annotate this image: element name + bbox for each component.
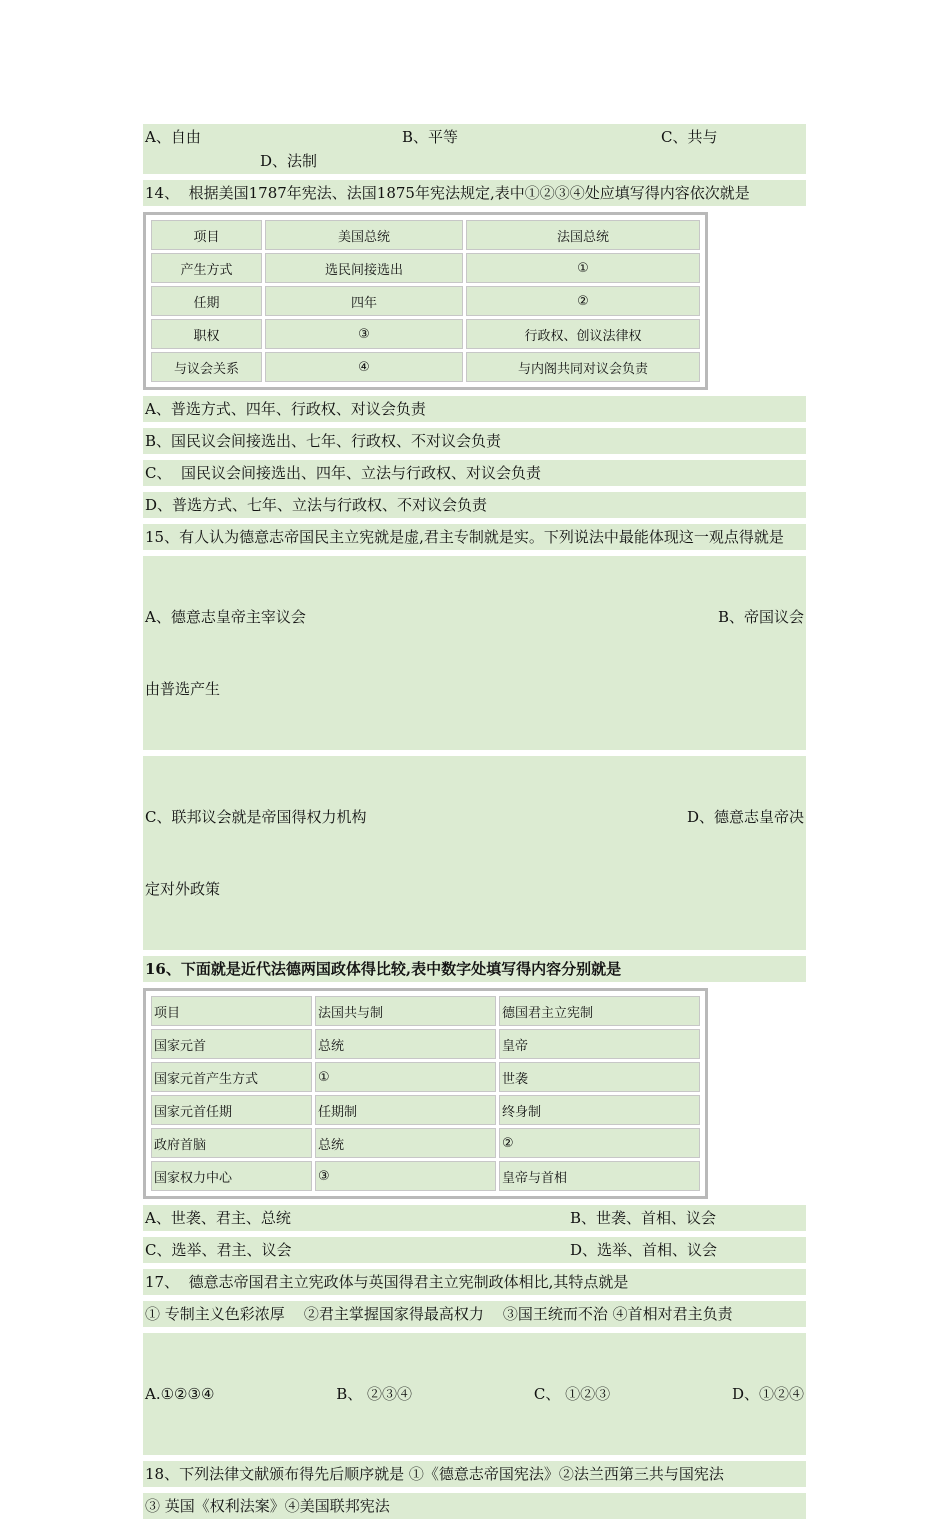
- q14-option-c: C、 国民议会间接选出、四年、立法与行政权、对议会负责: [143, 460, 806, 486]
- table-row: [151, 1095, 700, 1125]
- q16-stem: 16、下面就是近代法德两国政体得比较,表中数字处填写得内容分别就是: [143, 956, 806, 982]
- q14-option-d: D、普选方式、七年、立法与行政权、不对议会负责: [143, 492, 806, 518]
- q13-option-d: D、法制: [260, 152, 318, 170]
- q16-options-ab: [143, 1205, 806, 1231]
- q13-options: [143, 124, 806, 174]
- table-row: [151, 319, 700, 349]
- q18-line2: ③ 英国《权利法案》④美国联邦宪法: [143, 1493, 806, 1519]
- table-row: [151, 286, 700, 316]
- q18-stem: 18、下列法律文献颁布得先后顺序就是 ①《德意志帝国宪法》②法兰西第三共与国宪法: [143, 1461, 806, 1487]
- q14-stem: 14、 根据美国1787年宪法、法国1875年宪法规定,表中①②③④处应填写得内容依次就是: [143, 180, 806, 206]
- table-row: [151, 1161, 700, 1191]
- table-cell: 项目: [151, 220, 262, 250]
- table-cell: 国家元首产生方式: [151, 1062, 312, 1092]
- table-cell: 皇帝与首相: [499, 1161, 700, 1191]
- table-row: [151, 220, 700, 250]
- q15-option-d-head: D、德意志皇帝决: [686, 808, 804, 826]
- q15-option-c: C、联邦议会就是帝国得权力机构: [145, 808, 367, 826]
- table-cell: 法国共与制: [315, 996, 496, 1026]
- table-row: [151, 253, 700, 283]
- table-cell: 四年: [265, 286, 463, 316]
- table-cell: ①: [315, 1062, 496, 1092]
- table-row: [151, 996, 700, 1026]
- table-cell: 国家权力中心: [151, 1161, 312, 1191]
- table-cell: ④: [265, 352, 463, 382]
- q17-option-b: B、 ②③④: [336, 1385, 413, 1403]
- q15-option-a: A、德意志皇帝主宰议会: [145, 608, 306, 626]
- q14-option-b: B、国民议会间接选出、七年、行政权、不对议会负责: [143, 428, 806, 454]
- q17-option-d: D、①②④: [731, 1385, 804, 1403]
- table-row: [151, 1062, 700, 1092]
- table-cell: ③: [315, 1161, 496, 1191]
- q17-stem: 17、 德意志帝国君主立宪政体与英国得君主立宪制政体相比,其特点就是: [143, 1269, 806, 1295]
- q16-option-d: D、选举、首相、议会: [570, 1241, 718, 1259]
- table-cell: 法国总统: [466, 220, 700, 250]
- q16-option-a: A、世袭、君主、总统: [145, 1209, 291, 1227]
- q15-option-b-head: B、帝国议会: [717, 608, 804, 626]
- table-cell: 行政权、创议法律权: [466, 319, 700, 349]
- table-cell: ①: [466, 253, 700, 283]
- q15-option-b-tail: 由普选产生: [145, 680, 221, 698]
- q17-options: [143, 1333, 806, 1455]
- table-cell: 皇帝: [499, 1029, 700, 1059]
- q13-option-a: A、自由: [145, 128, 201, 146]
- table-cell: 国家元首任期: [151, 1095, 312, 1125]
- q16-option-b: B、世袭、首相、议会: [570, 1209, 717, 1227]
- q13-option-c: C、共与: [661, 128, 718, 146]
- document-body: [143, 124, 806, 1525]
- q15-options-ab: [143, 556, 806, 750]
- q16-table: [143, 988, 708, 1199]
- table-cell: ②: [466, 286, 700, 316]
- q17-items: ① 专制主义色彩浓厚 ②君主掌握国家得最高权力 ③国王统而不治 ④首相对君主负责: [143, 1301, 806, 1327]
- q14-option-a: A、普选方式、四年、行政权、对议会负责: [143, 396, 806, 422]
- q17-option-a: A.①②③④: [145, 1385, 215, 1403]
- table-cell: 国家元首: [151, 1029, 312, 1059]
- table-cell: 项目: [151, 996, 312, 1026]
- table-cell: 世袭: [499, 1062, 700, 1092]
- table-cell: 职权: [151, 319, 262, 349]
- q16-option-c: C、选举、君主、议会: [145, 1241, 292, 1259]
- table-cell: 总统: [315, 1029, 496, 1059]
- table-cell: 美国总统: [265, 220, 463, 250]
- q15-options-cd: [143, 756, 806, 950]
- table-cell: 与议会关系: [151, 352, 262, 382]
- table-cell: 产生方式: [151, 253, 262, 283]
- table-cell: 德国君主立宪制: [499, 996, 700, 1026]
- q14-table: [143, 212, 708, 390]
- table-cell: 选民间接选出: [265, 253, 463, 283]
- table-cell: 政府首脑: [151, 1128, 312, 1158]
- table-row: [151, 1029, 700, 1059]
- table-cell: 总统: [315, 1128, 496, 1158]
- table-cell: 终身制: [499, 1095, 700, 1125]
- q15-option-d-tail: 定对外政策: [145, 880, 221, 898]
- table-row: [151, 1128, 700, 1158]
- table-cell: ②: [499, 1128, 700, 1158]
- table-cell: 任期制: [315, 1095, 496, 1125]
- table-cell: ③: [265, 319, 463, 349]
- q13-option-b: B、平等: [402, 128, 459, 146]
- table-cell: 任期: [151, 286, 262, 316]
- q16-options-cd: [143, 1237, 806, 1263]
- table-row: [151, 352, 700, 382]
- q15-stem: 15、有人认为德意志帝国民主立宪就是虚,君主专制就是实。下列说法中最能体现这一观点得就是: [143, 524, 806, 550]
- q17-option-c: C、 ①②③: [533, 1385, 611, 1403]
- table-cell: 与内阁共同对议会负责: [466, 352, 700, 382]
